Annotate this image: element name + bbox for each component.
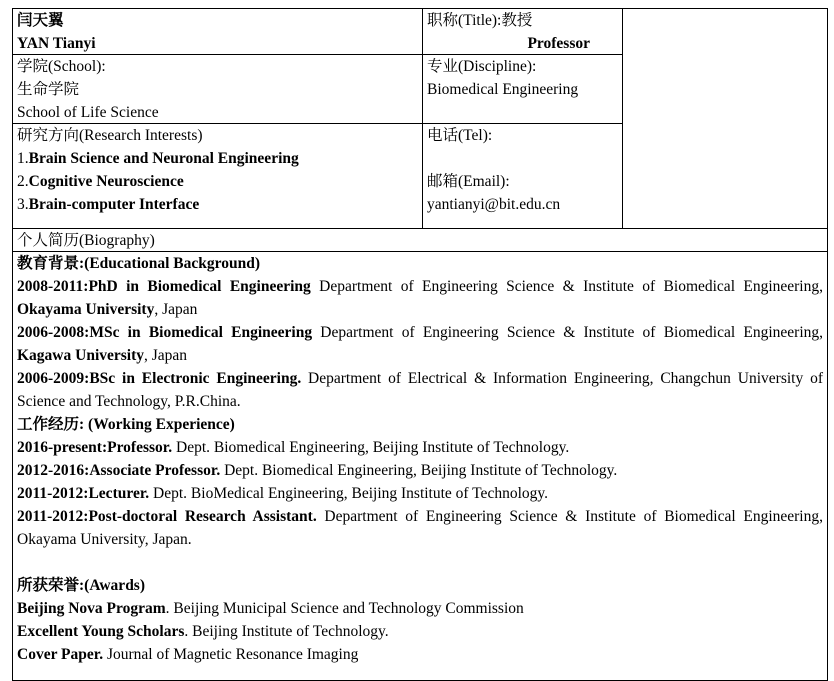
- school-label: 学院(School):: [17, 58, 106, 75]
- research-cell: [12, 123, 423, 229]
- work-entry: 2011-2012:Lecturer. Dept. BioMedical Engineering, Beijing Institute of Technology.: [17, 485, 548, 502]
- research-item-text: Cognitive Neuroscience: [28, 173, 184, 190]
- award-entry: Excellent Young Scholars. Beijing Institute of Technology.: [17, 623, 389, 640]
- biography-label-cell: [12, 228, 828, 252]
- email-label: 邮箱(Email):: [427, 173, 510, 190]
- title-label: 职称(Title):教授: [427, 12, 533, 29]
- school-value-cn: 生命学院: [17, 81, 80, 98]
- award-entry: Beijing Nova Program. Beijing Municipal Science and Technology Commission: [17, 600, 524, 617]
- work-entry: 2012-2016:Associate Professor. Dept. Biomedical Engineering, Beijing Institute of Technology.: [17, 462, 618, 479]
- research-item-num: 1.: [17, 150, 29, 167]
- research-label: 研究方向(Research Interests): [17, 127, 203, 144]
- research-item-num: 3.: [17, 196, 29, 213]
- tel-label: 电话(Tel):: [427, 127, 493, 144]
- research-item-num: 2.: [17, 173, 29, 190]
- work-entry: 2016-present:Professor. Dept. Biomedical Engineering, Beijing Institute of Technology.: [17, 439, 570, 456]
- photo-cell: [622, 8, 828, 229]
- name-cn: 闫天翼: [17, 12, 64, 29]
- education-heading: 教育背景:(Educational Background): [17, 255, 261, 272]
- discipline-value: Biomedical Engineering: [427, 81, 579, 98]
- name-en: YAN Tianyi: [17, 35, 96, 52]
- award-entry: Cover Paper. Journal of Magnetic Resonance Imaging: [17, 646, 359, 663]
- email-value: yantianyi@bit.edu.cn: [427, 196, 561, 213]
- research-item-text: Brain-computer Interface: [28, 196, 200, 213]
- title-cell: [422, 8, 623, 55]
- work-entry: 2011-2012:Post-doctoral Research Assistant. Department of Engineering Science & Institute of Biomedical Engineering, Okayama University, Japan.: [17, 508, 823, 548]
- discipline-label: 专业(Discipline):: [427, 58, 537, 75]
- awards-heading: 所获荣誉:(Awards): [17, 577, 146, 594]
- school-cell: [12, 54, 423, 124]
- work-heading: 工作经历: (Working Experience): [17, 416, 235, 433]
- research-item: [17, 170, 422, 193]
- research-item: [17, 147, 422, 170]
- contact-cell: [422, 123, 623, 229]
- title-value: Professor: [527, 35, 590, 52]
- discipline-cell: [422, 54, 623, 124]
- school-value-en: School of Life Science: [17, 104, 159, 121]
- name-cell: [12, 8, 423, 55]
- education-entry: 2006-2009:BSc in Electronic Engineering. Department of Electrical & Information Engineering, Changchun University of Science and Technology, P.R.China.: [17, 370, 823, 410]
- education-entry: 2008-2011:PhD in Biomedical Engineering Department of Engineering Science & Institute of Biomedical Engineering, Okayama University, Japan: [17, 278, 823, 318]
- biography-content-cell: [12, 251, 828, 681]
- research-item-text: Brain Science and Neuronal Engineering: [28, 150, 299, 167]
- research-item: [17, 193, 422, 216]
- biography-label: 个人简历(Biography): [17, 232, 155, 249]
- education-entry: 2006-2008:MSc in Biomedical Engineering Department of Engineering Science & Institute of Biomedical Engineering, Kagawa University, Japan: [17, 324, 823, 364]
